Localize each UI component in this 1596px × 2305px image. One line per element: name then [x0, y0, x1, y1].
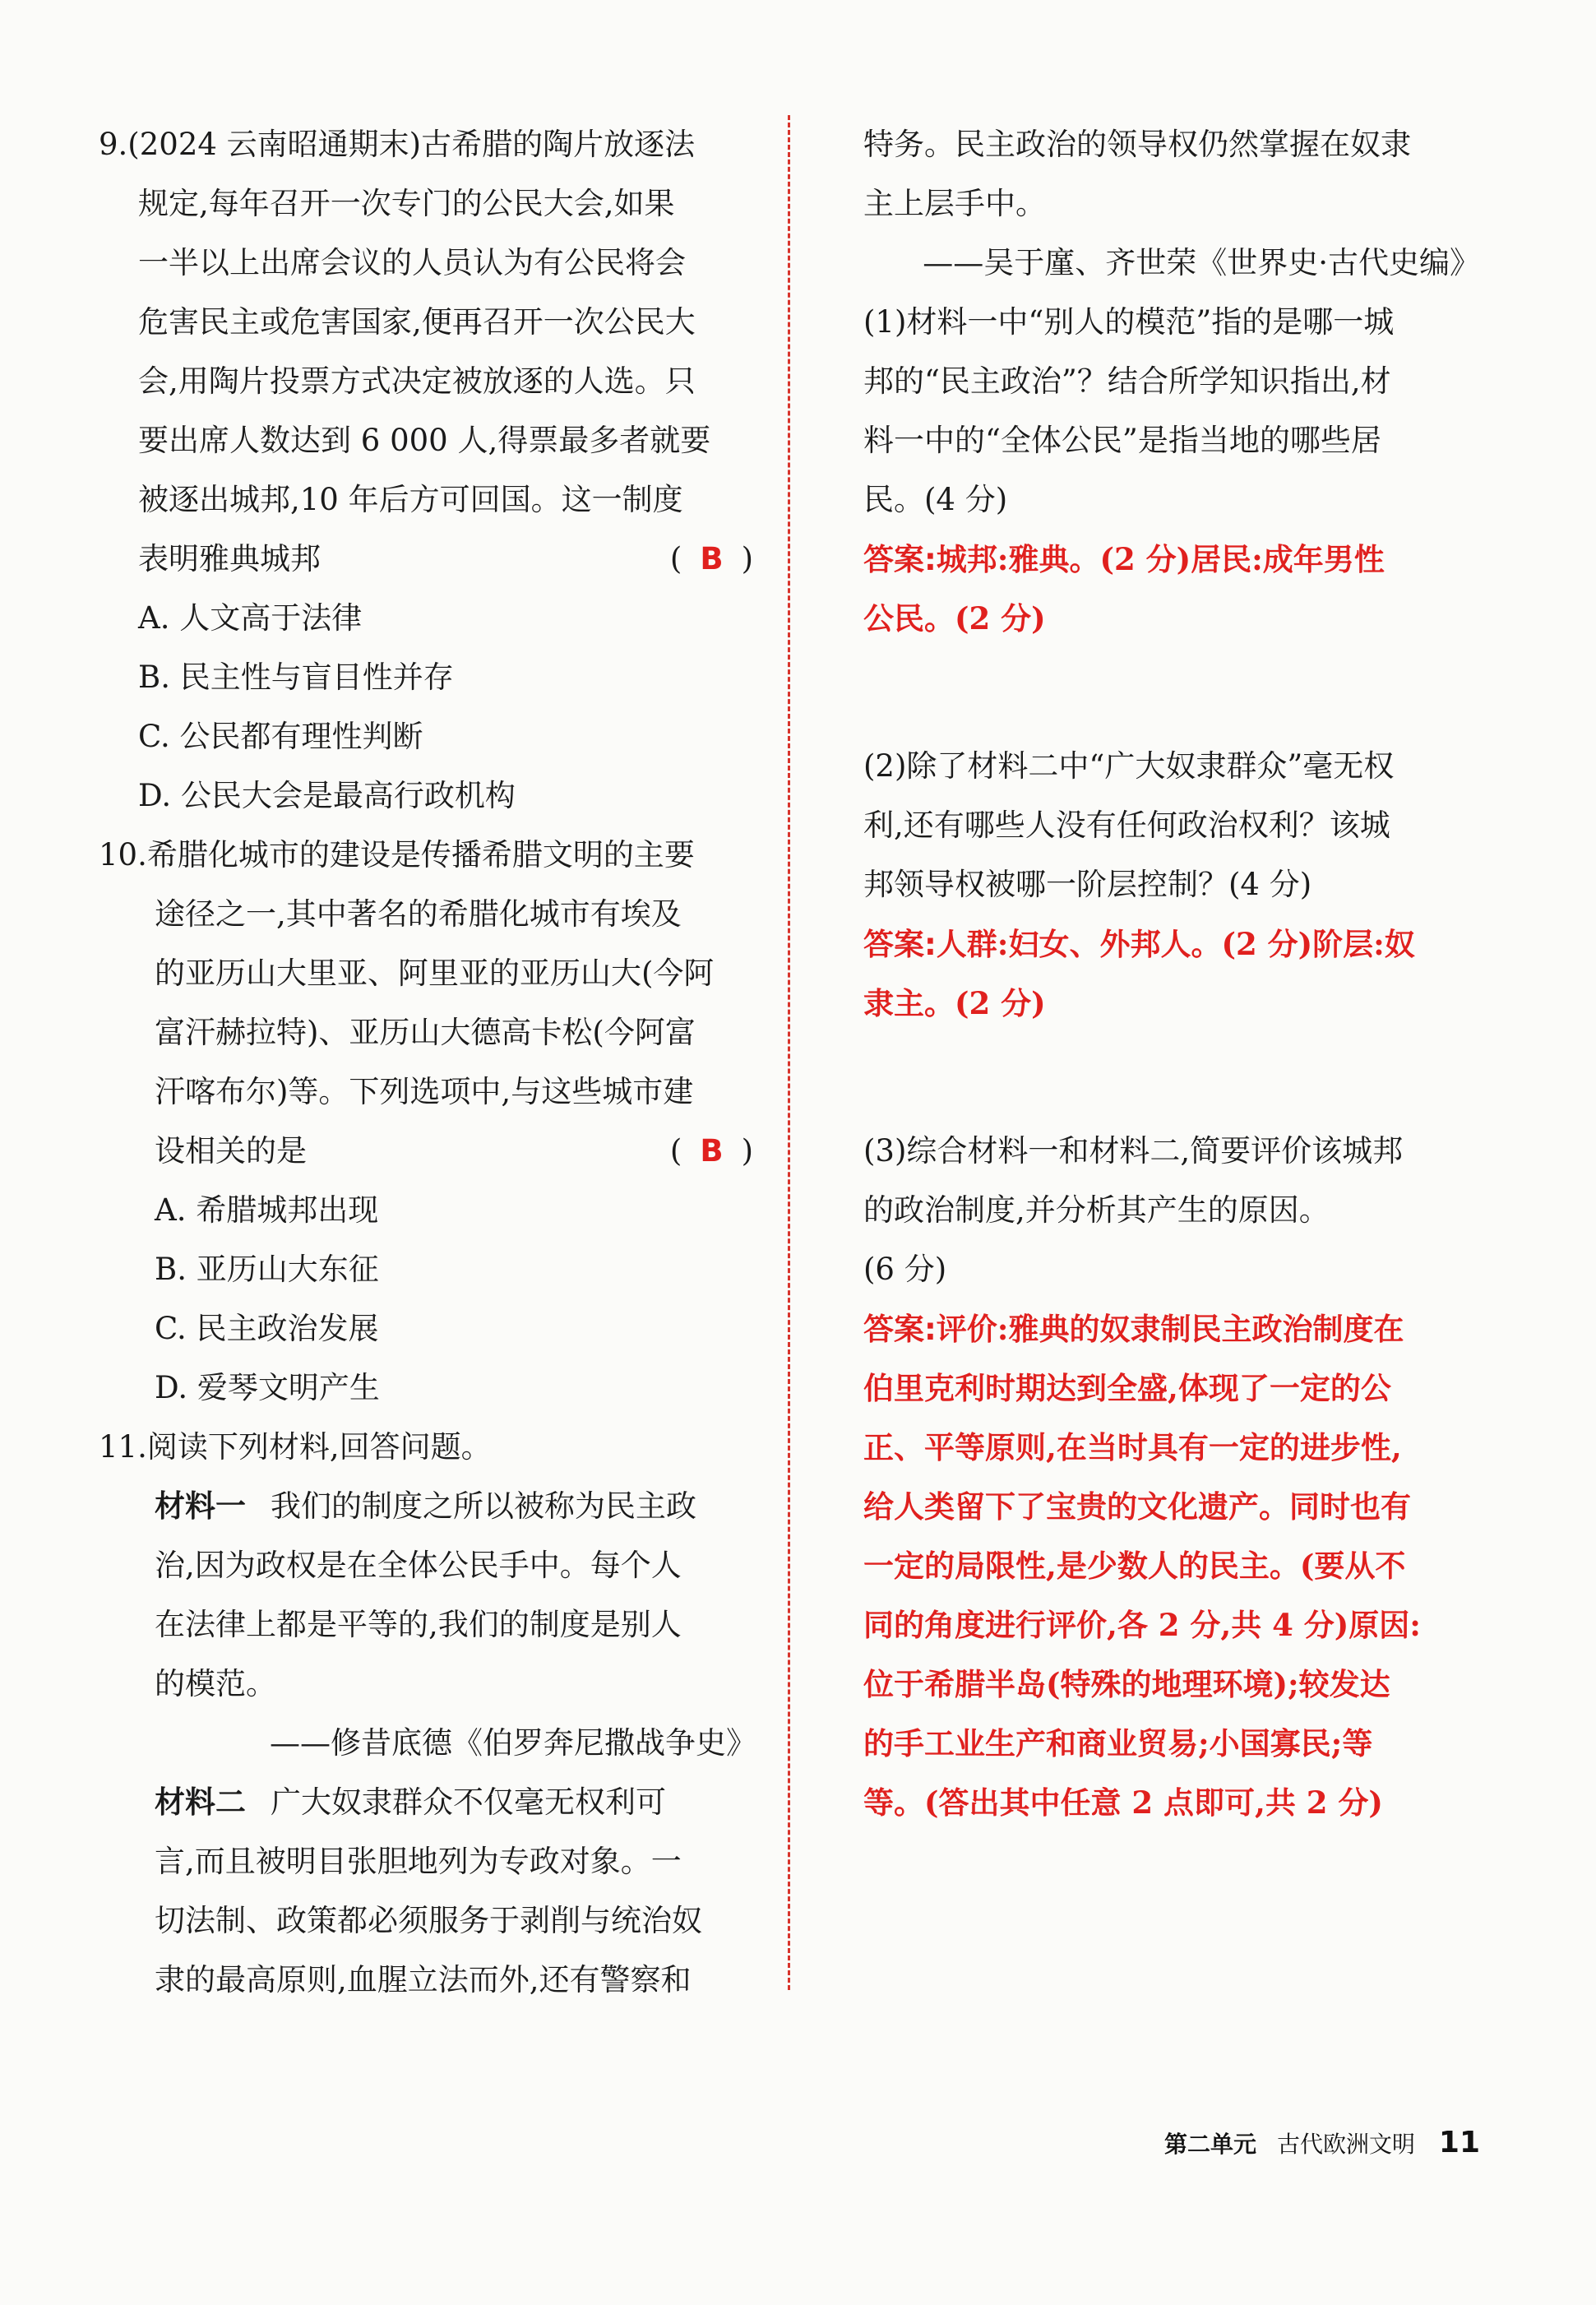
left-column — [99, 115, 756, 2010]
answer-space — [863, 648, 1480, 737]
material-2-line: 隶的最高原则,血腥立法而外,还有警察和 — [155, 1962, 692, 1997]
right-column — [863, 115, 1480, 1832]
sub3-line: 的政治制度,并分析其产生的原因。 — [863, 1192, 1330, 1228]
answer-space — [863, 1033, 1480, 1122]
material-2-text: 广大奴隶群众不仅毫无权利可 — [271, 1784, 666, 1820]
q9-stem-end — [99, 530, 756, 589]
question-11 — [99, 1418, 756, 2010]
q10-option-d: D. 爱琴文明产生 — [155, 1370, 380, 1405]
sub1-answer-tag: 答案: — [863, 542, 937, 577]
q9-answer-bracket — [670, 530, 756, 589]
material-1-source: ——修昔底德《伯罗奔尼撒战争史》 — [270, 1725, 756, 1761]
sub3-answer-tag: 答案: — [863, 1312, 937, 1347]
material-1-line: 治,因为政权是在全体公民手中。每个人 — [155, 1548, 682, 1583]
material-1-label: 材料一 — [155, 1488, 246, 1524]
q10-line: 途径之一,其中著名的希腊化城市有埃及 — [155, 896, 682, 932]
sub3-answer-line: 给人类留下了宝贵的文化遗产。同时也有 — [863, 1488, 1411, 1525]
q11-intro: 11.阅读下列材料,回答问题。 — [99, 1429, 492, 1465]
q10-option-c: C. 民主政治发展 — [155, 1311, 379, 1346]
sub3-answer-line: 伯里克利时期达到全盛,体现了一定的公 — [863, 1370, 1391, 1406]
material-1-first-line — [99, 1477, 756, 1536]
material-1-line: 在法律上都是平等的,我们的制度是别人 — [155, 1607, 682, 1642]
footer-unit: 第二单元 — [1164, 2131, 1257, 2158]
question-10 — [99, 826, 756, 1418]
sub1-line: (1)材料一中“别人的模范”指的是哪一城 — [863, 304, 1395, 340]
sub3-answer-text: 评价:雅典的奴隶制民主政治制度在 — [936, 1311, 1404, 1347]
sub3-answer-line: 一定的局限性,是少数人的民主。(要从不 — [863, 1548, 1406, 1584]
q9-option-d: D. 公民大会是最高行政机构 — [138, 778, 516, 813]
sub3-answer-line: 正、平等原则,在当时具有一定的进步性, — [863, 1429, 1402, 1465]
q10-close-paren: ) — [741, 1133, 753, 1169]
sub1-answer-line — [863, 530, 1480, 589]
q9-line: 危害民主或危害国家,便再召开一次公民大 — [138, 304, 696, 340]
q9-open-paren: ( — [669, 541, 682, 576]
q9-line: 规定,每年召开一次专门的公民大会,如果 — [138, 186, 675, 221]
material-2-continued-line: 主上层手中。 — [863, 186, 1046, 221]
page-number: 11 — [1438, 2126, 1480, 2159]
q10-line: 的亚历山大里亚、阿里亚的亚历山大(今阿 — [155, 956, 715, 991]
sub-question-2 — [863, 737, 1480, 1033]
material-2-first-line — [99, 1773, 756, 1832]
column-divider — [788, 115, 790, 1990]
material-2-label: 材料二 — [155, 1784, 246, 1820]
sub3-line: (3)综合材料一和材料二,简要评价该城邦 — [863, 1133, 1404, 1169]
q9-option-b: B. 民主性与盲目性并存 — [138, 660, 454, 695]
sub2-answer-line — [863, 914, 1480, 974]
material-2-line: 言,而且被明目张胆地列为专政对象。一 — [155, 1844, 682, 1879]
q9-line: 9.(2024 云南昭通期末)古希腊的陶片放逐法 — [99, 127, 696, 162]
q9-option-a: A. 人文高于法律 — [138, 600, 363, 636]
q10-answer: B — [700, 1133, 724, 1169]
q10-answer-bracket — [670, 1122, 756, 1181]
question-9 — [99, 115, 756, 826]
q10-option-b: B. 亚历山大东征 — [155, 1252, 379, 1287]
q9-option-c: C. 公民都有理性判断 — [138, 719, 423, 754]
q10-stem-end — [99, 1122, 756, 1181]
q9-line: 要出席人数达到 6 000 人,得票最多者就要 — [138, 423, 711, 458]
sub1-answer-line: 公民。(2 分) — [863, 600, 1046, 636]
sub3-answer-line — [863, 1299, 1480, 1358]
q9-answer: B — [700, 541, 724, 576]
material-2-continued-line: 特务。民主政治的领导权仍然掌握在奴隶 — [863, 127, 1411, 162]
sub3-answer-line: 同的角度进行评价,各 2 分,共 4 分)原因: — [863, 1607, 1421, 1643]
sub-question-1 — [863, 293, 1480, 648]
q9-line: 被逐出城邦,10 年后方可回国。这一制度 — [138, 482, 683, 517]
material-2-source: ——吴于廑、齐世荣《世界史·古代史编》 — [923, 245, 1480, 280]
sub1-line: 民。(4 分) — [863, 482, 1008, 517]
footer-title: 古代欧洲文明 — [1276, 2131, 1415, 2158]
q10-open-paren: ( — [669, 1133, 682, 1169]
sub2-answer-text: 人群:妇女、外邦人。(2 分)阶层:奴 — [936, 926, 1415, 962]
material-1-line: 的模范。 — [155, 1666, 276, 1701]
q9-line: 会,用陶片投票方式决定被放逐的人选。只 — [138, 363, 696, 399]
sub3-line: (6 分) — [863, 1252, 947, 1287]
material-2-line: 切法制、政策都必须服务于剥削与统治奴 — [155, 1903, 702, 1938]
sub1-line: 料一中的“全体公民”是指当地的哪些居 — [863, 423, 1381, 458]
q10-option-a: A. 希腊城邦出现 — [155, 1192, 379, 1228]
page-footer — [1135, 2126, 1480, 2159]
sub2-line: 邦领导权被哪一阶层控制？(4 分) — [863, 867, 1312, 902]
sub-question-3 — [863, 1122, 1480, 1832]
sub3-answer-line: 的手工业生产和商业贸易;小国寡民;等 — [863, 1725, 1373, 1761]
q10-last-line: 设相关的是 — [155, 1133, 307, 1169]
sub3-answer-line: 位于希腊半岛(特殊的地理环境);较发达 — [863, 1666, 1390, 1702]
q9-last-line: 表明雅典城邦 — [138, 541, 321, 576]
q9-line: 一半以上出席会议的人员认为有公民将会 — [138, 245, 686, 280]
sub2-line: (2)除了材料二中“广大奴隶群众”毫无权 — [863, 748, 1395, 784]
sub3-answer-line: 等。(答出其中任意 2 点即可,共 2 分) — [863, 1784, 1383, 1821]
sub1-line: 邦的“民主政治”？结合所学知识指出,材 — [863, 363, 1391, 399]
q10-line: 富汗赫拉特)、亚历山大德高卡松(今阿富 — [155, 1015, 696, 1050]
material-1-text: 我们的制度之所以被称为民主政 — [271, 1488, 696, 1524]
sub2-line: 利,还有哪些人没有任何政治权利？该城 — [863, 808, 1390, 843]
sub1-answer-text: 城邦:雅典。(2 分)居民:成年男性 — [936, 541, 1385, 577]
q9-close-paren: ) — [741, 541, 753, 576]
q10-line: 汗喀布尔)等。下列选项中,与这些城市建 — [155, 1074, 694, 1109]
sub2-answer-tag: 答案: — [863, 927, 937, 962]
sub2-answer-line: 隶主。(2 分) — [863, 985, 1046, 1021]
q10-line: 10.希腊化城市的建设是传播希腊文明的主要 — [99, 837, 695, 872]
